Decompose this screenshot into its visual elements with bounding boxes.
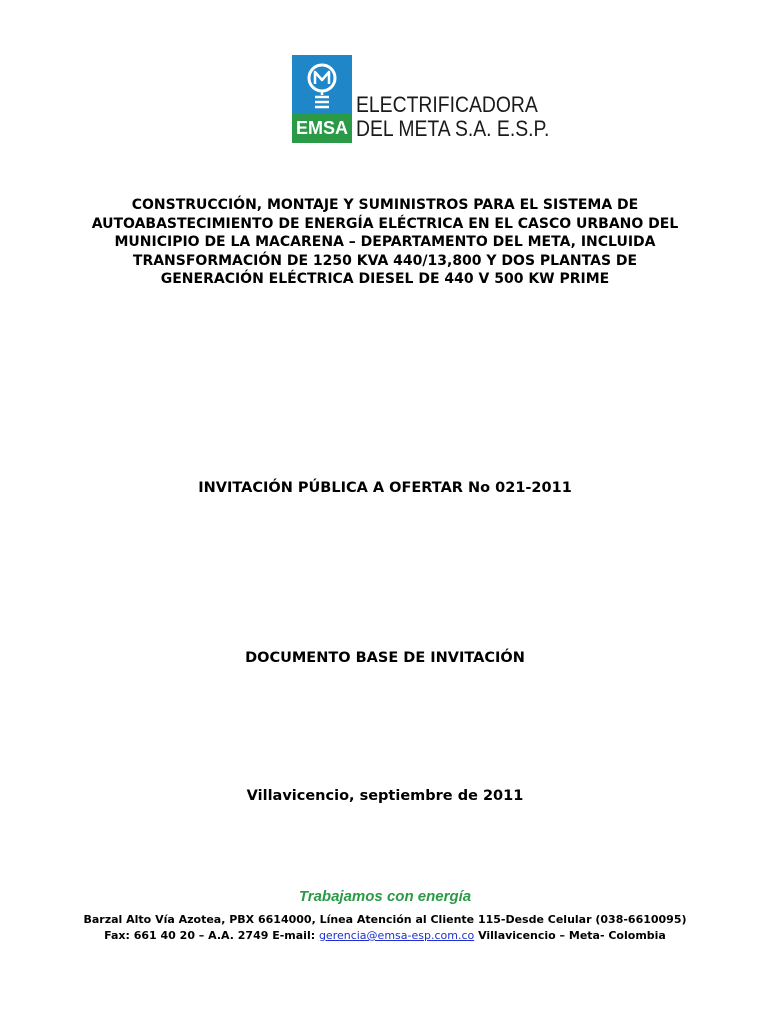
title-line: MUNICIPIO DE LA MACARENA – DEPARTAMENTO DEL META, INCLUIDA [114,234,656,250]
company-name [356,93,549,141]
document-title [80,196,690,289]
footer-address: Barzal Alto Vía Azotea, PBX 6614000, Línea Atención al Cliente 115-Desde Celular (038-6610095) [83,913,687,926]
email-link[interactable]: gerencia@emsa-esp.com.co [318,929,475,942]
footer-contact-prefix: Fax: 661 40 20 – A.A. 2749 E-mail: [104,929,319,942]
footer-contact-suffix: Villavicencio – Meta- Colombia [474,929,666,942]
place-date: Villavicencio, septiembre de 2011 [246,788,524,804]
invitation-number: INVITACIÓN PÚBLICA A OFERTAR No 021-2011 [198,480,572,496]
logo-emsa-text: EMSA [292,113,352,143]
title-line: GENERACIÓN ELÉCTRICA DIESEL DE 440 V 500 KW PRIME [160,271,610,287]
company-name-line1: ELECTRIFICADORA [356,92,538,117]
footer-contact [0,928,770,944]
company-name-line2: DEL META S.A. E.S.P. [356,116,550,141]
document-type: DOCUMENTO BASE DE INVITACIÓN [245,650,525,666]
title-line: AUTOABASTECIMIENTO DE ENERGÍA ELÉCTRICA EN EL CASCO URBANO DEL [91,215,679,232]
title-line: TRANSFORMACIÓN DE 1250 KVA 440/13,800 Y DOS PLANTAS DE [132,252,638,269]
footer-slogan: Trabajamos con energía [298,888,472,905]
company-logo [292,55,550,145]
lightbulb-icon [302,61,342,113]
logo-mark [292,55,352,143]
title-line: CONSTRUCCIÓN, MONTAJE Y SUMINISTROS PARA EL SISTEMA DE [131,197,639,213]
